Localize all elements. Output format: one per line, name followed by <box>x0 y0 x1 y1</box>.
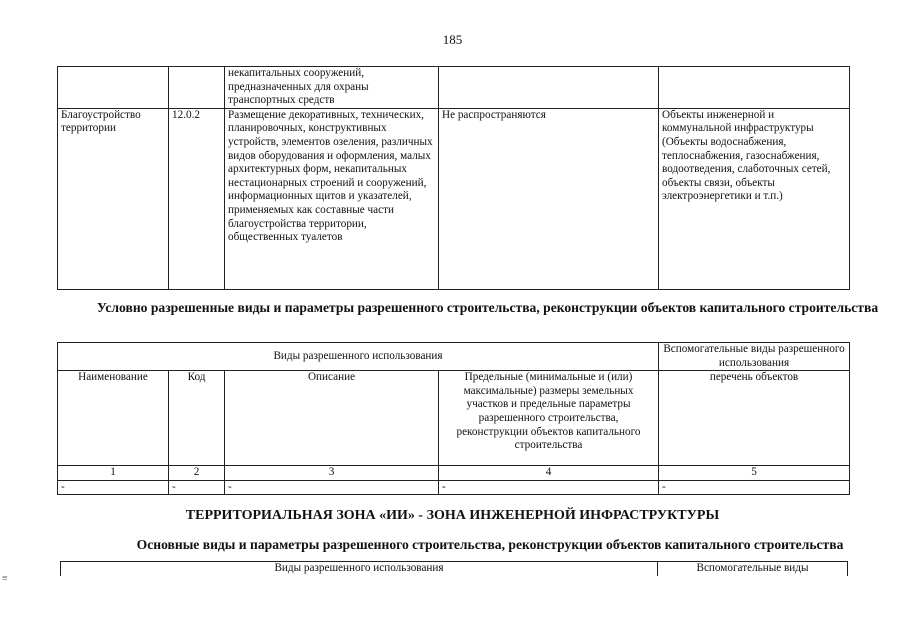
heading-main-uses: Основные виды и параметры разрешенного строительства, реконструкции объектов капитального строительства <box>136 537 844 552</box>
heading-conditional-uses: Условно разрешенные виды и параметры разрешенного строительства, реконструкции объектов капитального строительства <box>96 300 879 315</box>
main-uses-table <box>60 561 848 576</box>
column-number: 3 <box>225 466 439 481</box>
column-header-code: Код <box>169 371 225 466</box>
page-number: 185 <box>442 32 463 47</box>
use-description: Размещение декоративных, технических, планировочных, конструктивных устройств, элементов озеления, различных видов оборудования и оформления, малых архитектурных форм, некапитальных нестационарных строений и сооружений, информационных щитов и указателей, применяемых как составные части благоустройства территории, общественных туалетов <box>225 108 439 289</box>
column-number: 4 <box>439 466 659 481</box>
empty-cell: - <box>225 480 439 495</box>
table-row <box>58 480 850 495</box>
column-number: 5 <box>659 466 850 481</box>
column-header-description: Описание <box>225 371 439 466</box>
aux-header: Вспомогательные виды <box>658 562 848 577</box>
empty-cell: - <box>169 480 225 495</box>
column-number: 2 <box>169 466 225 481</box>
use-code: 12.0.2 <box>169 108 225 289</box>
use-auxiliary: Объекты инженерной и коммунальной инфраструктуры (Объекты водоснабжения, теплоснабжения, газоснабжения, водоотведения, слаботочных сетей, объекты связи, объекты электроэнергетики и т.п.) <box>659 108 850 289</box>
use-description: некапитальных сооружений, предназначенных для охраны транспортных средств <box>225 67 439 109</box>
group-header: Виды разрешенного использования <box>58 343 659 371</box>
margin-mark: ≡ <box>2 573 8 584</box>
column-header-limits: Предельные (минимальные и (или) максимальные) размеры земельных участков и предельные параметры разрешенного строительства, реконструкции объектов капитального строительства <box>439 371 659 466</box>
conditional-uses-table <box>57 342 850 495</box>
group-header: Виды разрешенного использования <box>61 562 658 577</box>
empty-cell: - <box>58 480 169 495</box>
table-row <box>58 67 850 109</box>
zone-title: ТЕРРИТОРИАЛЬНАЯ ЗОНА «ИИ» - ЗОНА ИНЖЕНЕРНОЙ ИНФРАСТРУКТУРЫ <box>185 508 720 523</box>
use-limits: Не распространяются <box>439 108 659 289</box>
empty-cell: - <box>659 480 850 495</box>
permitted-uses-table-continued <box>57 66 850 290</box>
column-header-name: Наименование <box>58 371 169 466</box>
aux-header: Вспомогательные виды разрешенного использования <box>659 343 850 371</box>
empty-cell: - <box>439 480 659 495</box>
column-header-aux: перечень объектов <box>659 371 850 466</box>
use-name: Благоустройство территории <box>58 108 169 289</box>
column-number: 1 <box>58 466 169 481</box>
table-row <box>58 108 850 289</box>
